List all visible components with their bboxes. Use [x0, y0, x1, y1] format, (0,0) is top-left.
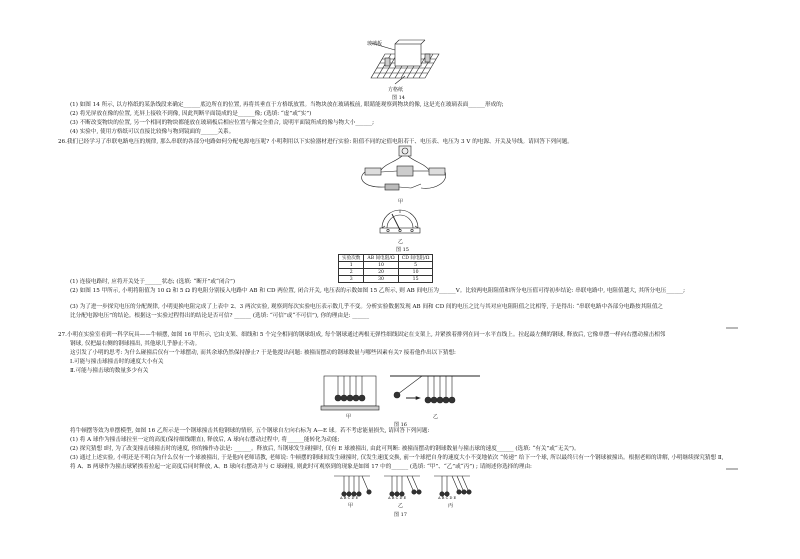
ball-label: E: [355, 496, 359, 500]
figure-15-caption: 图 15: [396, 247, 409, 253]
ball-label: A: [340, 496, 343, 500]
table-cell: 10: [398, 269, 433, 276]
ball-label: A: [388, 496, 391, 500]
q27-line-1: 27.小明在实验室看到一科学玩具——牛顿摆, 如图 16 甲所示, 它由支架、细线和 5 个完全相同的钢球组成, 每个钢球通过两根无弹性细线固定在支架上, 并紧挨着排列在同一水平直线上。拉起最左侧的钢球, 释放后, 它像单摆一样向右摆动撞击相邻: [58, 332, 666, 338]
ball-labels-b: [388, 496, 406, 500]
ball-label: C: [395, 496, 399, 500]
grid-paper-label: 方格纸: [388, 87, 404, 93]
q25-part-4: (4) 实验中, 使用方格纸可以直接比较像与物到镜面的______关系。: [70, 129, 235, 135]
q27-part-3a: (3) 通过上述实验, 小明还是不明白为什么仅有一个球被撞出, 于是他向老师请教, 老师说: 牛顿摆的钢球间发生碰撞时, 仅发生速度交换, 前一个球把自身的速度大小不变地依次 “传递” 给下一个球, 所以最终只有一个钢球被撞出。根据老师的讲解, 小明继续探究猜想 Ⅱ,: [70, 455, 724, 461]
table-row: [339, 269, 433, 276]
ball-label: B: [391, 496, 395, 500]
figure-14-caption: 图 14: [392, 95, 405, 101]
table-cell: 30: [364, 276, 398, 283]
q26-part-3a: (3) 为了进一步探究电压的分配规律, 小明更换电阻完成了上表中 2、3 两次实验, 观察到每次实验电压表示数几乎不变。分析实验数据发现 AB 间和 CD 间的电压之比与其对应电阻阻值之比相等, 于是得出: “串联电路中各部分电路按其阻值之: [70, 304, 664, 310]
table-row: [339, 276, 433, 283]
table-row: [339, 262, 433, 269]
ball-label: E: [453, 496, 457, 500]
ball-labels-c: [438, 496, 456, 500]
q27-part-3b: 将 A、B 两球作为撞击球紧挨着拉起一定高度后同时释放, A、B 球向右摆动并与 C 球碰撞, 则此时可观察到的现象是如图 17 中的______ (选填: “甲”、“乙”或“丙”) ; 请阐述你选择的理由:: [70, 464, 532, 470]
figure-15-circuit: [355, 144, 455, 196]
ball-label: D: [399, 496, 403, 500]
q27-line-3: 这引发了小明的思考: 为什么碰撞后仅有一个球摆动, 而其余球仍然保持静止? 于是他提出问题: 被撞而摆动的钢球数量与哪些因素有关? 接着他作出以下猜想:: [70, 350, 456, 356]
q25-part-1: (1) 如图 14 所示, 以方格纸的某条线段来确定______底边所在的位置, 再将其垂直于方格纸放置。当物块放在玻璃板前, 眼睛能观察到物块的像, 这是光在玻璃表面______形成的;: [70, 102, 504, 108]
q27-line-2: 钢球, 仅把最右侧的钢球撞出, 其他球几乎静止不动。: [70, 341, 201, 347]
table-cell: 15: [398, 276, 433, 283]
table-cell: 3: [339, 276, 364, 283]
answer-line: [726, 468, 738, 470]
figure-16-cradle: [320, 374, 380, 412]
ball-label: D: [449, 496, 453, 500]
ball-label: C: [445, 496, 449, 500]
ball-label: C: [347, 496, 351, 500]
q25-part-3: (3) 不断改变物块的位置, 另一个相同的物块都能放在玻璃板后相应位置与像完全重合, 说明平面镜所成的像与物大小______;: [70, 120, 374, 126]
figure-16-label-b: 乙: [433, 414, 439, 420]
table-cell: 2: [339, 269, 364, 276]
ball-labels-a: [340, 496, 358, 500]
q27-part-2: (2) 探究猜想 Ⅰ时, 为了改变撞击球撞击时的速度, 你的操作办法是: ______。释放后, 当钢球发生碰撞时, 仅有 E 球被撞出, 由此可判断: 被撞而摆动的钢球数量与撞击球的速度______ (选填: “有关”或“无关”)。: [70, 446, 580, 452]
q27-guess-1: Ⅰ.可能与撞击球撞击时的速度大小有关: [70, 359, 164, 365]
ball-label: B: [343, 496, 347, 500]
q27-guess-2: Ⅱ.可能与撞击球的数量多少有关: [70, 368, 149, 374]
figure-16-label-a: 甲: [346, 414, 352, 420]
table-cell: 1: [339, 262, 364, 269]
figure-17-caption: 图 17: [394, 512, 407, 518]
q25-part-2: (2) 将光屏放在像的位置, 光屏上接收不到像, 因此判断平面镜成的是______像; (选填: “虚”或“实”): [70, 111, 312, 117]
table-header-row: [339, 255, 433, 262]
table-cell: 20: [364, 269, 398, 276]
figure-15-label-a: 甲: [398, 199, 404, 205]
q26-part-3b: 比分配电源电压”的结论。根据这一实验过程得出的结论是否可信? ______ (选填: “可信”或“不可信”), 你的理由是: ______: [70, 313, 370, 319]
glass-plate-label: 玻璃板: [367, 41, 383, 47]
ball-label: E: [403, 496, 407, 500]
q26-intro: 26.我们已经学习了串联电路电压的规律, 那么串联的各部分电路如何分配电源电压呢? 小明利用以下实验器材进行实验: 阻值不同的定值电阻若干、电压表、电压为 3 V 的电源、开关及导线。请回答下列问题。: [58, 139, 573, 145]
table-header: AB 间电阻/Ω: [364, 255, 398, 262]
figure-16-caption: 图 16: [394, 422, 407, 428]
table-cell: 10: [364, 262, 398, 269]
figure-17-label-a: 甲: [348, 503, 354, 509]
experiment-table: [338, 254, 433, 283]
table-cell: 5: [398, 262, 433, 269]
q26-part-1: (1) 连接电路时, 应将开关处于______状态; (选填: “断开”或“闭合”): [70, 279, 236, 285]
ball-label: A: [438, 496, 441, 500]
ball-label: B: [441, 496, 445, 500]
q27-part-1: (1) 将 A 球作为撞击球拉至一定的高度(保持细线绷直), 释放后, A 球向右摆动过程中, 将______能转化为动能;: [70, 437, 340, 443]
ball-label: D: [351, 496, 355, 500]
q27-line-4: 将牛顿摆等效为单摆模型, 如图 16 乙所示是一个钢球撞击其他钢球的情形, 五个钢球自左向右标为 A—E 球。若不考虑能量损失, 请回答下列问题:: [70, 428, 430, 434]
figure-15-label-b: 乙: [398, 239, 404, 245]
table-header: 实验次数: [339, 255, 364, 262]
figure-16-pendulum-model: [388, 374, 482, 408]
table-header: CD 间电阻/Ω: [398, 255, 433, 262]
q26-part-2: (2) 如图 15 甲所示, 小明将阻值为 10 Ω 和 5 Ω 的电阻分别接入电路中 AB 和 CD 两位置, 闭合开关, 电压表的示数如图 15 乙所示, 则 AB 间电压为______V。比较两电阻阻值和所分电压值可得初步结论: 串联电路中, 电阻值越大, 其所分电压______;: [70, 288, 685, 294]
figure-17-label-b: 乙: [398, 503, 404, 509]
answer-line: [726, 327, 738, 329]
figure-17-label-c: 丙: [448, 503, 454, 509]
figure-15-voltmeter-dial: [378, 202, 422, 234]
